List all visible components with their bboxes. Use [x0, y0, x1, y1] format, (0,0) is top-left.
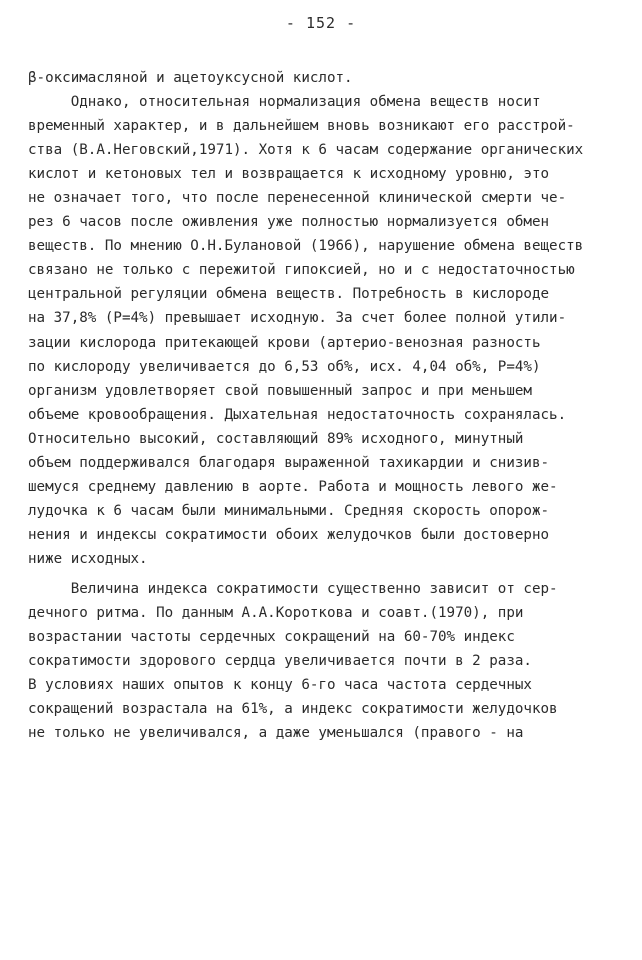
- text-line: сокращений возрастала на 61%, а индекс сократимости желудочков: [28, 701, 558, 718]
- text-line: центральной регуляции обмена веществ. Потребность в кислороде: [28, 286, 550, 303]
- text-line: В условиях наших опытов к концу 6-го часа частота сердечных: [28, 677, 532, 694]
- text-line: объеме кровообращения. Дыхательная недостаточность сохранялась.: [28, 406, 567, 423]
- text-line: объем поддерживался благодаря выраженной тахикардии и снизив-: [28, 454, 550, 471]
- text-line: лудочка к 6 часам были минимальными. Средняя скорость опорож-: [28, 502, 550, 519]
- text-line: связано не только с пережитой гипоксией, но и с недостаточностью: [28, 262, 575, 279]
- text-line: по кислороду увеличивается до 6,53 об%, исх. 4,04 об%, Р=4%): [28, 358, 541, 375]
- text-line: β-оксимасляной и ацетоуксусной кислот.: [28, 70, 353, 86]
- text-line: зации кислорода притекающей крови (артерио-венозная разность: [28, 334, 541, 351]
- text-line: на 37,8% (Р=4%) превышает исходную. За счет более полной утили-: [28, 310, 567, 327]
- text-line: не только не увеличивался, а даже уменьшался (правого - на: [28, 725, 524, 742]
- text-line: кислот и кетоновых тел и возвращается к исходному уровню, это: [28, 166, 550, 183]
- text-line: нения и индексы сократимости обоих желудочков были достоверно: [28, 526, 550, 543]
- text-line: рез 6 часов после оживления уже полностью нормализуется обмен: [28, 214, 550, 231]
- text-line: не означает того, что после перенесенной клинической смерти че-: [28, 190, 567, 207]
- text-line: Величина индекса сократимости существенно зависит от сер-: [28, 580, 558, 597]
- text-line: сократимости здорового сердца увеличивается почти в 2 раза.: [28, 653, 532, 670]
- text-line: дечного ритма. По данным А.А.Короткова и соавт.(1970), при: [28, 605, 524, 622]
- text-line: веществ. По мнению О.Н.Булановой (1966), нарушение обмена веществ: [28, 238, 584, 255]
- text-line: Относительно высокий, составляющий 89% исходного, минутный: [28, 430, 524, 447]
- page-number: - 152 -: [285, 14, 357, 32]
- body-text: [28, 66, 618, 745]
- text-line: временный характер, и в дальнейшем вновь возникают его расстрой-: [28, 118, 575, 135]
- text-line: возрастании частоты сердечных сокращений на 60-70% индекс: [28, 629, 515, 646]
- text-line: шемуся среднему давлению в аорте. Работа и мощность левого же-: [28, 478, 558, 495]
- text-line: ниже исходных.: [28, 550, 148, 567]
- text-line: ства (В.А.Неговский,1971). Хотя к 6 часам содержание органических: [28, 142, 584, 159]
- text-line: организм удовлетворяет свой повышенный запрос и при меньшем: [28, 382, 532, 399]
- text-line: Однако, относительная нормализация обмена веществ носит: [28, 94, 541, 111]
